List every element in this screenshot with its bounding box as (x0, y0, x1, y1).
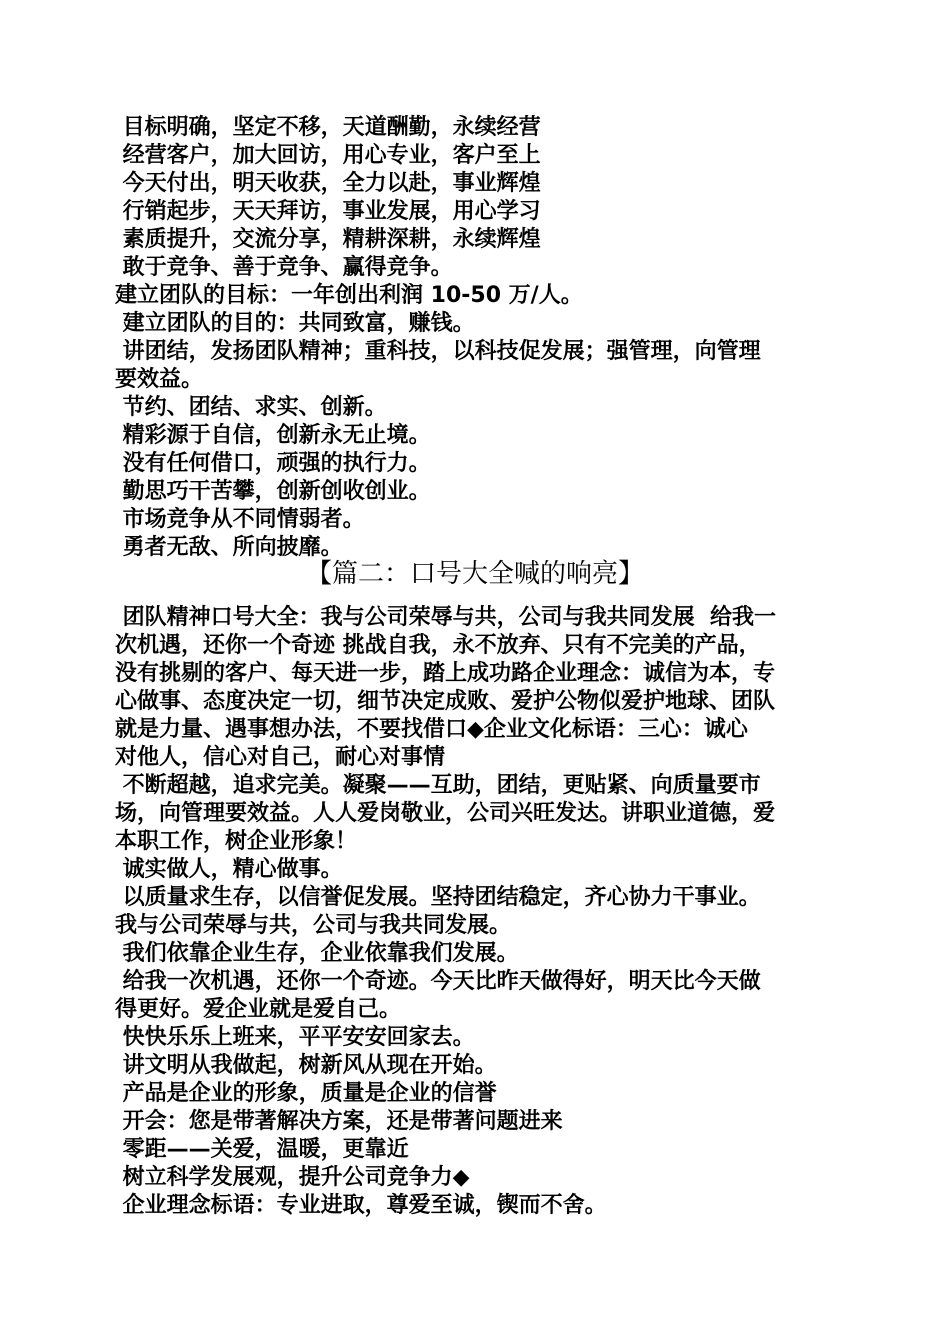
text-line: 勇者无敌、所向披靡。 (115, 535, 343, 560)
text-line: 心做事、态度决定一切，细节决定成败、爱护公物似爱护地球、团队 (115, 689, 776, 714)
slogan-list-section-2 (115, 604, 835, 1220)
text-line: 勤思巧干苦攀，创新创收创业。 (115, 479, 431, 504)
section-heading: 【篇二：口号大全喊的响亮】 (305, 559, 644, 589)
text-line: 素质提升，交流分享，精耕深耕，永续辉煌 (115, 227, 541, 252)
text-line: 快快乐乐上班来，平平安安回家去。 (115, 1025, 475, 1050)
text-line: 团队精神口号大全：我与公司荣辱与共，公司与我共同发展 给我一 (115, 605, 776, 630)
text-line: 我与公司荣辱与共，公司与我共同发展。 (115, 913, 512, 938)
text-line: 零距——关爱，温暖，更靠近 (115, 1137, 409, 1162)
text-line: 今天付出，明天收获，全力以赴，事业辉煌 (115, 171, 541, 196)
text-line: 本职工作，树企业形象！ (115, 829, 358, 854)
slogan-list-section-1 (115, 114, 835, 562)
text-line: 以质量求生存，以信誉促发展。坚持团结稳定，齐心协力干事业。 (115, 885, 761, 910)
text-line: 讲文明从我做起，树新风从现在开始。 (115, 1053, 497, 1078)
text-line: 要效益。 (115, 367, 204, 392)
text-line: 就是力量、遇事想办法，不要找借口◆企业文化标语：三心：诚心 (115, 717, 748, 742)
text-line: 行销起步，天天拜访，事业发展，用心学习 (115, 199, 541, 224)
text-line: 节约、团结、求实、创新。 (115, 395, 387, 420)
text-line: 给我一次机遇，还你一个奇迹。今天比昨天做得好，明天比今天做 (115, 969, 761, 994)
text-line: 企业理念标语：专业进取，尊爱至诚，锲而不舍。 (115, 1193, 607, 1218)
text-line: 市场竞争从不同情弱者。 (115, 507, 365, 532)
text-line: 讲团结，发扬团队精神；重科技，以科技促发展；强管理，向管理 (115, 339, 761, 364)
text-line: 树立科学发展观，提升公司竞争力◆ (115, 1165, 470, 1190)
text-line: 诚实做人，精心做事。 (115, 857, 343, 882)
text-line: 目标明确，坚定不移，天道酬勤，永续经营 (115, 115, 541, 140)
text-line: 没有任何借口，顽强的执行力。 (115, 451, 431, 476)
text-line: 对他人，信心对自己，耐心对事情 (115, 745, 446, 770)
text-line: 场，向管理要效益。人人爱岗敬业，公司兴旺发达。讲职业道德，爱 (115, 801, 776, 826)
text-line: 不断超越，追求完美。凝聚——互助，团结，更贴紧、向质量要市 (115, 773, 761, 798)
text-line: 开会：您是带著解决方案，还是带著问题进来 (115, 1109, 563, 1134)
text-line: 精彩源于自信，创新永无止境。 (115, 423, 431, 448)
text-line: 建立团队的目标：一年创出利润 10-50 万/人。 (115, 283, 583, 308)
text-line: 没有挑剔的客户、每天进一步，踏上成功路企业理念：诚信为本，专 (115, 661, 776, 686)
text-line: 经营客户，加大回访，用心专业，客户至上 (115, 143, 541, 168)
text-line: 敢于竞争、善于竞争、赢得竞争。 (115, 255, 453, 280)
text-line: 得更好。爱企业就是爱自己。 (115, 997, 402, 1022)
text-line: 建立团队的目的：共同致富，赚钱。 (115, 311, 475, 336)
text-line: 次机遇，还你一个奇迹 挑战自我，永不放弃、只有不完美的产品， (115, 633, 761, 658)
text-line: 产品是企业的形象，质量是企业的信誉 (115, 1081, 497, 1106)
text-line: 我们依靠企业生存，企业依靠我们发展。 (115, 941, 519, 966)
